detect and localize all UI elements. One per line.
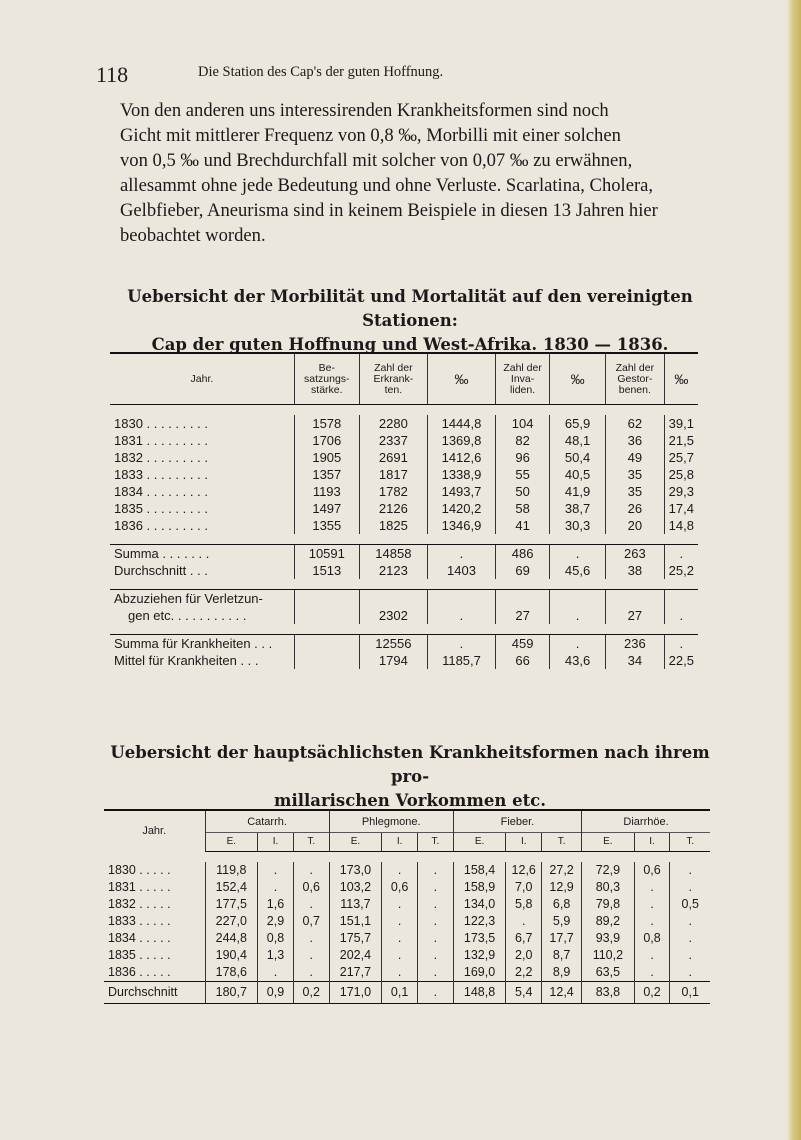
header-permille: ‰: [664, 353, 698, 405]
table-cell: 26: [606, 500, 665, 517]
row-label: Summa . . . . . . .: [110, 545, 294, 563]
table-cell: .: [664, 590, 698, 625]
table-cell: 178,6: [205, 964, 258, 982]
sub-header: T.: [542, 833, 582, 852]
table-cell: 50: [496, 483, 550, 500]
table-cell: 72,9: [582, 862, 635, 879]
table-cell: 217,7: [329, 964, 382, 982]
row-label: 1835 . . . . .: [108, 948, 171, 962]
table-cell: .: [417, 947, 453, 964]
table1-body: [110, 405, 698, 680]
table-cell: 89,2: [582, 913, 635, 930]
table-cell: 173,5: [453, 930, 506, 947]
header-invaliden: Zahl der Inva- liden.: [496, 353, 550, 405]
table-cell: 12,9: [542, 879, 582, 896]
table-cell: 2,0: [506, 947, 542, 964]
table-cell: .: [506, 913, 542, 930]
table-cell: 66: [496, 652, 550, 669]
table-cell: 104: [496, 415, 550, 432]
table-cell: .: [293, 896, 329, 913]
year-row: [110, 432, 698, 449]
row-label: Mittel für Krankheiten . . .: [114, 653, 259, 668]
sub-header: E.: [582, 833, 635, 852]
empty-cell: [294, 635, 359, 653]
table-cell: 34: [606, 652, 665, 669]
group-header: Fieber.: [453, 810, 581, 833]
table-cell: 263: [606, 545, 665, 563]
table-cell: 2126: [359, 500, 427, 517]
table-cell: .: [382, 964, 418, 982]
table-cell: .: [417, 913, 453, 930]
table-cell: .: [417, 879, 453, 896]
paragraph-line: von 0,5 ‰ und Brechdurchfall mit solcher von 0,07 ‰ zu erwähnen,: [120, 150, 633, 171]
table-cell: 6,7: [506, 930, 542, 947]
sub-header: T.: [293, 833, 329, 852]
table-cell: 27,2: [542, 862, 582, 879]
table-cell: 180,7: [205, 982, 258, 1004]
table-cell: 93,9: [582, 930, 635, 947]
header-bestand: Be- satzungs- stärke.: [294, 353, 359, 405]
table-cell: .: [382, 862, 418, 879]
table-cell: 122,3: [453, 913, 506, 930]
table-cell: .: [664, 635, 698, 653]
table-cell: 1794: [359, 652, 427, 669]
table-cell: 10591: [294, 545, 359, 563]
table-cell: 79,8: [582, 896, 635, 913]
table-cell: 12,6: [506, 862, 542, 879]
table-cell: 8,7: [542, 947, 582, 964]
table-cell: .: [417, 862, 453, 879]
table-cell: 1369,8: [427, 432, 495, 449]
spacer-row: [110, 669, 698, 679]
table-cell: 2280: [359, 415, 427, 432]
table-cell: .: [670, 947, 710, 964]
row-label: 1833 . . . . .: [108, 914, 171, 928]
mittel-krankheiten-row: [110, 652, 698, 669]
year-row: [110, 449, 698, 466]
table-cell: 1412,6: [427, 449, 495, 466]
table-cell: 158,4: [453, 862, 506, 879]
table-cell: 459: [496, 635, 550, 653]
table-cell: 0,1: [382, 982, 418, 1004]
table-cell: .: [417, 964, 453, 982]
table-cell: 2,2: [506, 964, 542, 982]
table-cell: 1706: [294, 432, 359, 449]
sub-header: T.: [417, 833, 453, 852]
table-cell: 1825: [359, 517, 427, 534]
table-cell: 1193: [294, 483, 359, 500]
table-cell: 35: [606, 466, 665, 483]
table-cell: 83,8: [582, 982, 635, 1004]
table-cell: 1346,9: [427, 517, 495, 534]
table-cell: 62: [606, 415, 665, 432]
table-cell: .: [670, 862, 710, 879]
table-cell: 5,9: [542, 913, 582, 930]
table-cell: 25,8: [664, 466, 698, 483]
table2-title-line2: millarischen Vorkommen etc.: [274, 791, 546, 810]
table-cell: 38,7: [550, 500, 606, 517]
table-cell: 152,4: [205, 879, 258, 896]
table-cell: 1185,7: [427, 652, 495, 669]
table1-title: [100, 285, 720, 357]
table-cell: 0,8: [634, 930, 670, 947]
table-cell: 5,4: [506, 982, 542, 1004]
table-cell: 1420,2: [427, 500, 495, 517]
table-cell: 2123: [359, 562, 427, 579]
table-cell: 0,1: [670, 982, 710, 1004]
table-cell: .: [258, 862, 294, 879]
table-cell: .: [293, 862, 329, 879]
header-erkrankten: Zahl der Erkrank- ten.: [359, 353, 427, 405]
table-cell: .: [634, 913, 670, 930]
table-cell: 1905: [294, 449, 359, 466]
table-cell: 132,9: [453, 947, 506, 964]
table-cell: 244,8: [205, 930, 258, 947]
table-cell: 171,0: [329, 982, 382, 1004]
row-label: 1836 . . . . .: [108, 965, 171, 979]
morbidity-mortality-table: [110, 352, 698, 679]
table-cell: 80,3: [582, 879, 635, 896]
table-cell: 134,0: [453, 896, 506, 913]
header-permille: ‰: [550, 353, 606, 405]
table-cell: 63,5: [582, 964, 635, 982]
table-cell: .: [427, 545, 495, 563]
table-cell: .: [670, 930, 710, 947]
table-cell: 1403: [427, 562, 495, 579]
table-cell: .: [417, 982, 453, 1004]
table-cell: .: [670, 964, 710, 982]
table-cell: 50,4: [550, 449, 606, 466]
table-cell: 49: [606, 449, 665, 466]
table-cell: 17,4: [664, 500, 698, 517]
table-cell: .: [664, 545, 698, 563]
table-cell: 6,8: [542, 896, 582, 913]
average-row: [110, 562, 698, 579]
table-cell: 22,5: [664, 652, 698, 669]
table1-title-line2: Cap der guten Hoffnung und West-Afrika. 1830 — 1836.: [151, 335, 669, 354]
table-cell: .: [382, 947, 418, 964]
table-cell: 27: [496, 590, 550, 625]
table-cell: .: [258, 879, 294, 896]
table-cell: 40,5: [550, 466, 606, 483]
sub-header: T.: [670, 833, 710, 852]
table-cell: 12,4: [542, 982, 582, 1004]
paragraph-line: Gelbfieber, Aneurisma sind in keinem Beispiele in diesen 13 Jahren hier: [120, 200, 658, 221]
body-paragraph: [120, 98, 688, 248]
table-cell: 0,6: [382, 879, 418, 896]
year-row: [110, 517, 698, 534]
table-cell: 1338,9: [427, 466, 495, 483]
sub-header: E.: [453, 833, 506, 852]
sub-header: I.: [382, 833, 418, 852]
year-row: [104, 930, 710, 947]
header-jahr: Jahr.: [110, 353, 294, 405]
table-cell: 202,4: [329, 947, 382, 964]
average-row: [104, 982, 710, 1004]
header-permille: ‰: [427, 353, 495, 405]
group-header: Catarrh.: [205, 810, 329, 833]
table-cell: 1357: [294, 466, 359, 483]
table-cell: 25,2: [664, 562, 698, 579]
table-cell: .: [293, 964, 329, 982]
row-label-line: Abzuziehen für Verletzun-: [114, 591, 263, 606]
row-label: Summa für Krankheiten . . .: [110, 635, 294, 653]
table-cell: .: [550, 635, 606, 653]
row-label: 1834 . . . . .: [108, 931, 171, 945]
table-cell: 2,9: [258, 913, 294, 930]
deduction-row: [110, 590, 698, 625]
row-label: 1831 . . . . .: [108, 880, 171, 894]
year-row: [104, 862, 710, 879]
table-cell: .: [417, 896, 453, 913]
row-label: 1836 . . . . . . . . .: [114, 518, 208, 533]
table-cell: 39,1: [664, 415, 698, 432]
row-label: 1832 . . . . .: [108, 897, 171, 911]
table1-title-line1: Uebersicht der Morbilität und Mortalität auf den vereinigten Stationen:: [127, 287, 693, 330]
header-jahr: Jahr.: [104, 810, 205, 852]
table-cell: 158,9: [453, 879, 506, 896]
year-row: [110, 483, 698, 500]
table-cell: 1513: [294, 562, 359, 579]
year-row: [104, 896, 710, 913]
row-label: 1835 . . . . . . . . .: [114, 501, 208, 516]
table-cell: 1578: [294, 415, 359, 432]
table-cell: 0,9: [258, 982, 294, 1004]
table-cell: .: [670, 913, 710, 930]
table-cell: 190,4: [205, 947, 258, 964]
table-cell: 1355: [294, 517, 359, 534]
empty-cell: [294, 590, 359, 625]
year-row: [110, 415, 698, 432]
table-cell: 36: [606, 432, 665, 449]
table-cell: 43,6: [550, 652, 606, 669]
table-cell: 38: [606, 562, 665, 579]
disease-forms-table: [104, 809, 710, 1004]
table-cell: 30,3: [550, 517, 606, 534]
table-cell: .: [634, 896, 670, 913]
table-cell: 29,3: [664, 483, 698, 500]
sub-header: E.: [205, 833, 258, 852]
table-cell: 27: [606, 590, 665, 625]
table-cell: 65,9: [550, 415, 606, 432]
table-cell: 110,2: [582, 947, 635, 964]
table-cell: 12556: [359, 635, 427, 653]
spacer-row: [110, 579, 698, 590]
table-cell: 0,7: [293, 913, 329, 930]
year-row: [110, 466, 698, 483]
row-label: 1830 . . . . . . . . .: [114, 416, 208, 431]
table2-title: [100, 741, 720, 813]
table-cell: 1493,7: [427, 483, 495, 500]
spacer-row: [110, 624, 698, 635]
table-cell: 227,0: [205, 913, 258, 930]
table-cell: .: [550, 545, 606, 563]
table-cell: 0,2: [293, 982, 329, 1004]
table-cell: .: [417, 930, 453, 947]
table-cell: 0,6: [293, 879, 329, 896]
table-cell: 25,7: [664, 449, 698, 466]
table-cell: 177,5: [205, 896, 258, 913]
table-cell: .: [670, 879, 710, 896]
table-cell: 1497: [294, 500, 359, 517]
row-label-line: gen etc. . . . . . . . . . .: [128, 608, 247, 623]
table-cell: 1782: [359, 483, 427, 500]
paragraph-line: Gicht mit mittlerer Frequenz von 0,8 ‰, Morbilli mit einer solchen: [120, 125, 621, 146]
page-header: [96, 56, 696, 86]
table-cell: 173,0: [329, 862, 382, 879]
table-cell: 103,2: [329, 879, 382, 896]
table-cell: 2337: [359, 432, 427, 449]
table-cell: .: [634, 964, 670, 982]
row-label: 1830 . . . . .: [108, 863, 171, 877]
row-label: 1832 . . . . . . . . .: [114, 450, 208, 465]
sub-header: E.: [329, 833, 382, 852]
table-cell: .: [382, 930, 418, 947]
spacer-row: [104, 852, 710, 863]
table-cell: 82: [496, 432, 550, 449]
page-number: 118: [96, 62, 129, 87]
table-cell: 0,2: [634, 982, 670, 1004]
summa-row: [110, 545, 698, 563]
table-cell: 1444,8: [427, 415, 495, 432]
table-cell: 0,5: [670, 896, 710, 913]
row-label: 1833 . . . . . . . . .: [114, 467, 208, 482]
table-cell: 41,9: [550, 483, 606, 500]
table-cell: 175,7: [329, 930, 382, 947]
table-cell: 7,0: [506, 879, 542, 896]
row-label: [110, 590, 294, 625]
year-row: [110, 500, 698, 517]
table-cell: 20: [606, 517, 665, 534]
spacer-row: [110, 405, 698, 416]
row-label: Durchschnitt: [104, 982, 205, 1004]
table-cell: 96: [496, 449, 550, 466]
spacer-row: [110, 534, 698, 545]
sub-header: I.: [258, 833, 294, 852]
table-cell: 486: [496, 545, 550, 563]
year-row: [104, 879, 710, 896]
table-cell: 45,6: [550, 562, 606, 579]
table-cell: 0,8: [258, 930, 294, 947]
table-cell: .: [427, 590, 495, 625]
table1-header-row: [110, 353, 698, 405]
table-cell: .: [258, 964, 294, 982]
row-label: 1834 . . . . . . . . .: [114, 484, 208, 499]
group-header: Diarrhöe.: [582, 810, 710, 833]
table-cell: 151,1: [329, 913, 382, 930]
table-cell: .: [550, 590, 606, 625]
table-cell: 236: [606, 635, 665, 653]
table-cell: .: [293, 947, 329, 964]
table-cell: 169,0: [453, 964, 506, 982]
table-cell: 17,7: [542, 930, 582, 947]
paragraph-line: Von den anderen uns interessirenden Krankheitsformen sind noch: [120, 100, 609, 121]
table-cell: 1817: [359, 466, 427, 483]
year-row: [104, 913, 710, 930]
table-cell: .: [634, 879, 670, 896]
table-cell: .: [382, 913, 418, 930]
table-cell: 0,6: [634, 862, 670, 879]
table-cell: 1,3: [258, 947, 294, 964]
table-cell: .: [427, 635, 495, 653]
group-header: Phlegmone.: [329, 810, 453, 833]
group-header-row: [104, 810, 710, 833]
table-cell: 113,7: [329, 896, 382, 913]
sub-header: I.: [634, 833, 670, 852]
table-cell: 69: [496, 562, 550, 579]
summa-krankheiten-row: [110, 635, 698, 653]
table2-title-line1: Uebersicht der hauptsächlichsten Krankheitsformen nach ihrem pro-: [110, 743, 710, 786]
row-label: 1831 . . . . . . . . .: [114, 433, 208, 448]
paragraph-line: allesammt ohne jede Bedeutung und ohne Verluste. Scarlatina, Cholera,: [120, 175, 654, 196]
table-cell: 2302: [359, 590, 427, 625]
table-cell: 148,8: [453, 982, 506, 1004]
table-cell: 14,8: [664, 517, 698, 534]
row-label: Durchschnitt . . .: [114, 563, 208, 578]
table-cell: 58: [496, 500, 550, 517]
table-cell: 1,6: [258, 896, 294, 913]
table-cell: 5,8: [506, 896, 542, 913]
table-cell: 35: [606, 483, 665, 500]
table-cell: .: [634, 947, 670, 964]
table-cell: 41: [496, 517, 550, 534]
empty-cell: [294, 652, 359, 669]
table-cell: 2691: [359, 449, 427, 466]
year-row: [104, 964, 710, 982]
sub-header: I.: [506, 833, 542, 852]
paragraph-line: beobachtet worden.: [120, 225, 266, 246]
table-cell: .: [382, 896, 418, 913]
table-cell: 119,8: [205, 862, 258, 879]
page-edge: [787, 0, 801, 1140]
header-gestorbenen: Zahl der Gestor- benen.: [606, 353, 665, 405]
running-title: Die Station des Cap's der guten Hoffnung.: [198, 64, 444, 80]
table-cell: 55: [496, 466, 550, 483]
year-row: [104, 947, 710, 964]
table-cell: 14858: [359, 545, 427, 563]
table-cell: 8,9: [542, 964, 582, 982]
table-cell: 21,5: [664, 432, 698, 449]
table-cell: 48,1: [550, 432, 606, 449]
table-cell: .: [293, 930, 329, 947]
